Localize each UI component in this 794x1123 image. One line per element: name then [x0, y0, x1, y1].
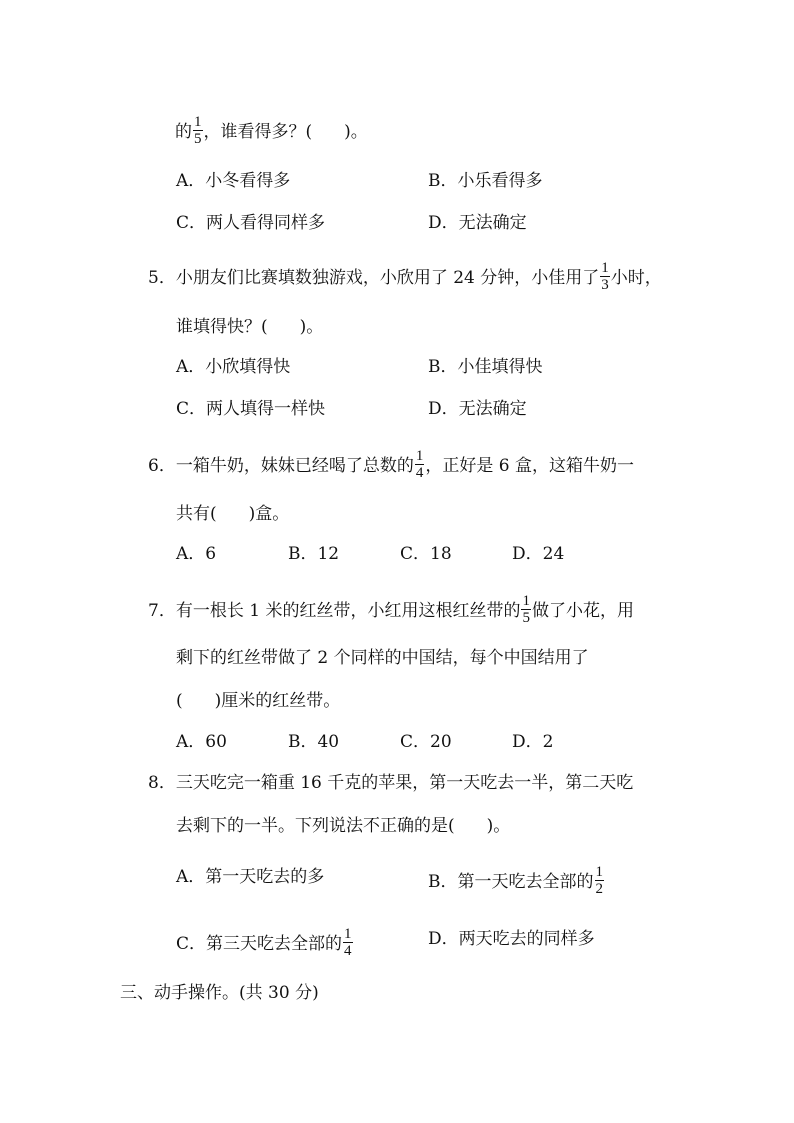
section-3-heading: 三、动手操作。(共 30 分)	[120, 983, 319, 1003]
q7-stem-line2: 剩下的红丝带做了 2 个同样的中国结，每个中国结用了	[176, 648, 589, 668]
q6-stem-line2: 共有( )盒。	[176, 504, 290, 524]
q8-option-b[interactable]: B．第一天吃去全部的 $\frac{1}{2}$	[428, 864, 603, 897]
q6-stem-line1: 6．一箱牛奶，妹妹已经喝了总数的 $\frac{1}{4}$ ，正好是 6 盒，这箱牛奶一	[148, 448, 634, 481]
q8-stem-line1: 8．三天吃完一箱重 16 千克的苹果，第一天吃去一半，第二天吃	[148, 773, 634, 793]
q5-option-a[interactable]: A．小欣填得快	[176, 357, 291, 377]
q8-option-a[interactable]: A．第一天吃去的多	[176, 867, 325, 887]
q5-stem-line2: 谁填得快？( )。	[176, 317, 324, 337]
q7-stem-line1: 7．有一根长 1 米的红丝带，小红用这根红丝带的 $\frac{1}{5}$ 做了小花，用	[148, 593, 634, 626]
q4-option-a[interactable]: A．小冬看得多	[176, 171, 291, 191]
q5-fraction: $\frac{1}{3}$	[601, 260, 609, 293]
q5-stem-line1: 5．小朋友们比赛填数独游戏，小欣用了 24 分钟，小佳用了 $\frac{1}{3}$ 小时，	[148, 260, 662, 293]
q7-option-c[interactable]: C．20	[400, 732, 452, 752]
q6-option-d[interactable]: D．24	[512, 544, 565, 564]
q7-stem-line3: ( )厘米的红丝带。	[176, 691, 341, 711]
q8-option-b-fraction: $\frac{1}{2}$	[595, 864, 603, 897]
q7-option-a[interactable]: A．60	[176, 732, 227, 752]
q6-option-a[interactable]: A．6	[176, 544, 217, 564]
q6-fraction: $\frac{1}{4}$	[415, 448, 424, 481]
q5-option-c[interactable]: C．两人填得一样快	[176, 399, 326, 419]
q4-option-b[interactable]: B．小乐看得多	[428, 171, 543, 191]
q4-stem-line: 的 $\frac{1}{5}$ ，谁看得多？( )。	[175, 114, 368, 147]
q5-option-d[interactable]: D．无法确定	[428, 399, 527, 419]
q4-text-post: ，谁看得多？(	[203, 122, 313, 142]
q5-option-b[interactable]: B．小佳填得快	[428, 357, 543, 377]
q7-option-d[interactable]: D．2	[512, 732, 554, 752]
q7-fraction: $\frac{1}{5}$	[522, 593, 530, 626]
q8-stem-line2: 去剩下的一半。下列说法不正确的是( )。	[176, 816, 511, 836]
q6-option-b[interactable]: B．12	[288, 544, 340, 564]
q8-option-c[interactable]: C．第三天吃去全部的 $\frac{1}{4}$	[176, 926, 352, 959]
q4-fraction: $\frac{1}{5}$	[194, 114, 202, 147]
q4-option-c[interactable]: C．两人看得同样多	[176, 213, 326, 233]
q4-option-d[interactable]: D．无法确定	[428, 213, 527, 233]
q6-option-c[interactable]: C．18	[400, 544, 452, 564]
q8-option-d[interactable]: D．两天吃去的同样多	[428, 929, 595, 949]
q8-option-c-fraction: $\frac{1}{4}$	[344, 926, 352, 959]
q7-option-b[interactable]: B．40	[288, 732, 340, 752]
q4-text-pre: 的	[175, 122, 192, 142]
